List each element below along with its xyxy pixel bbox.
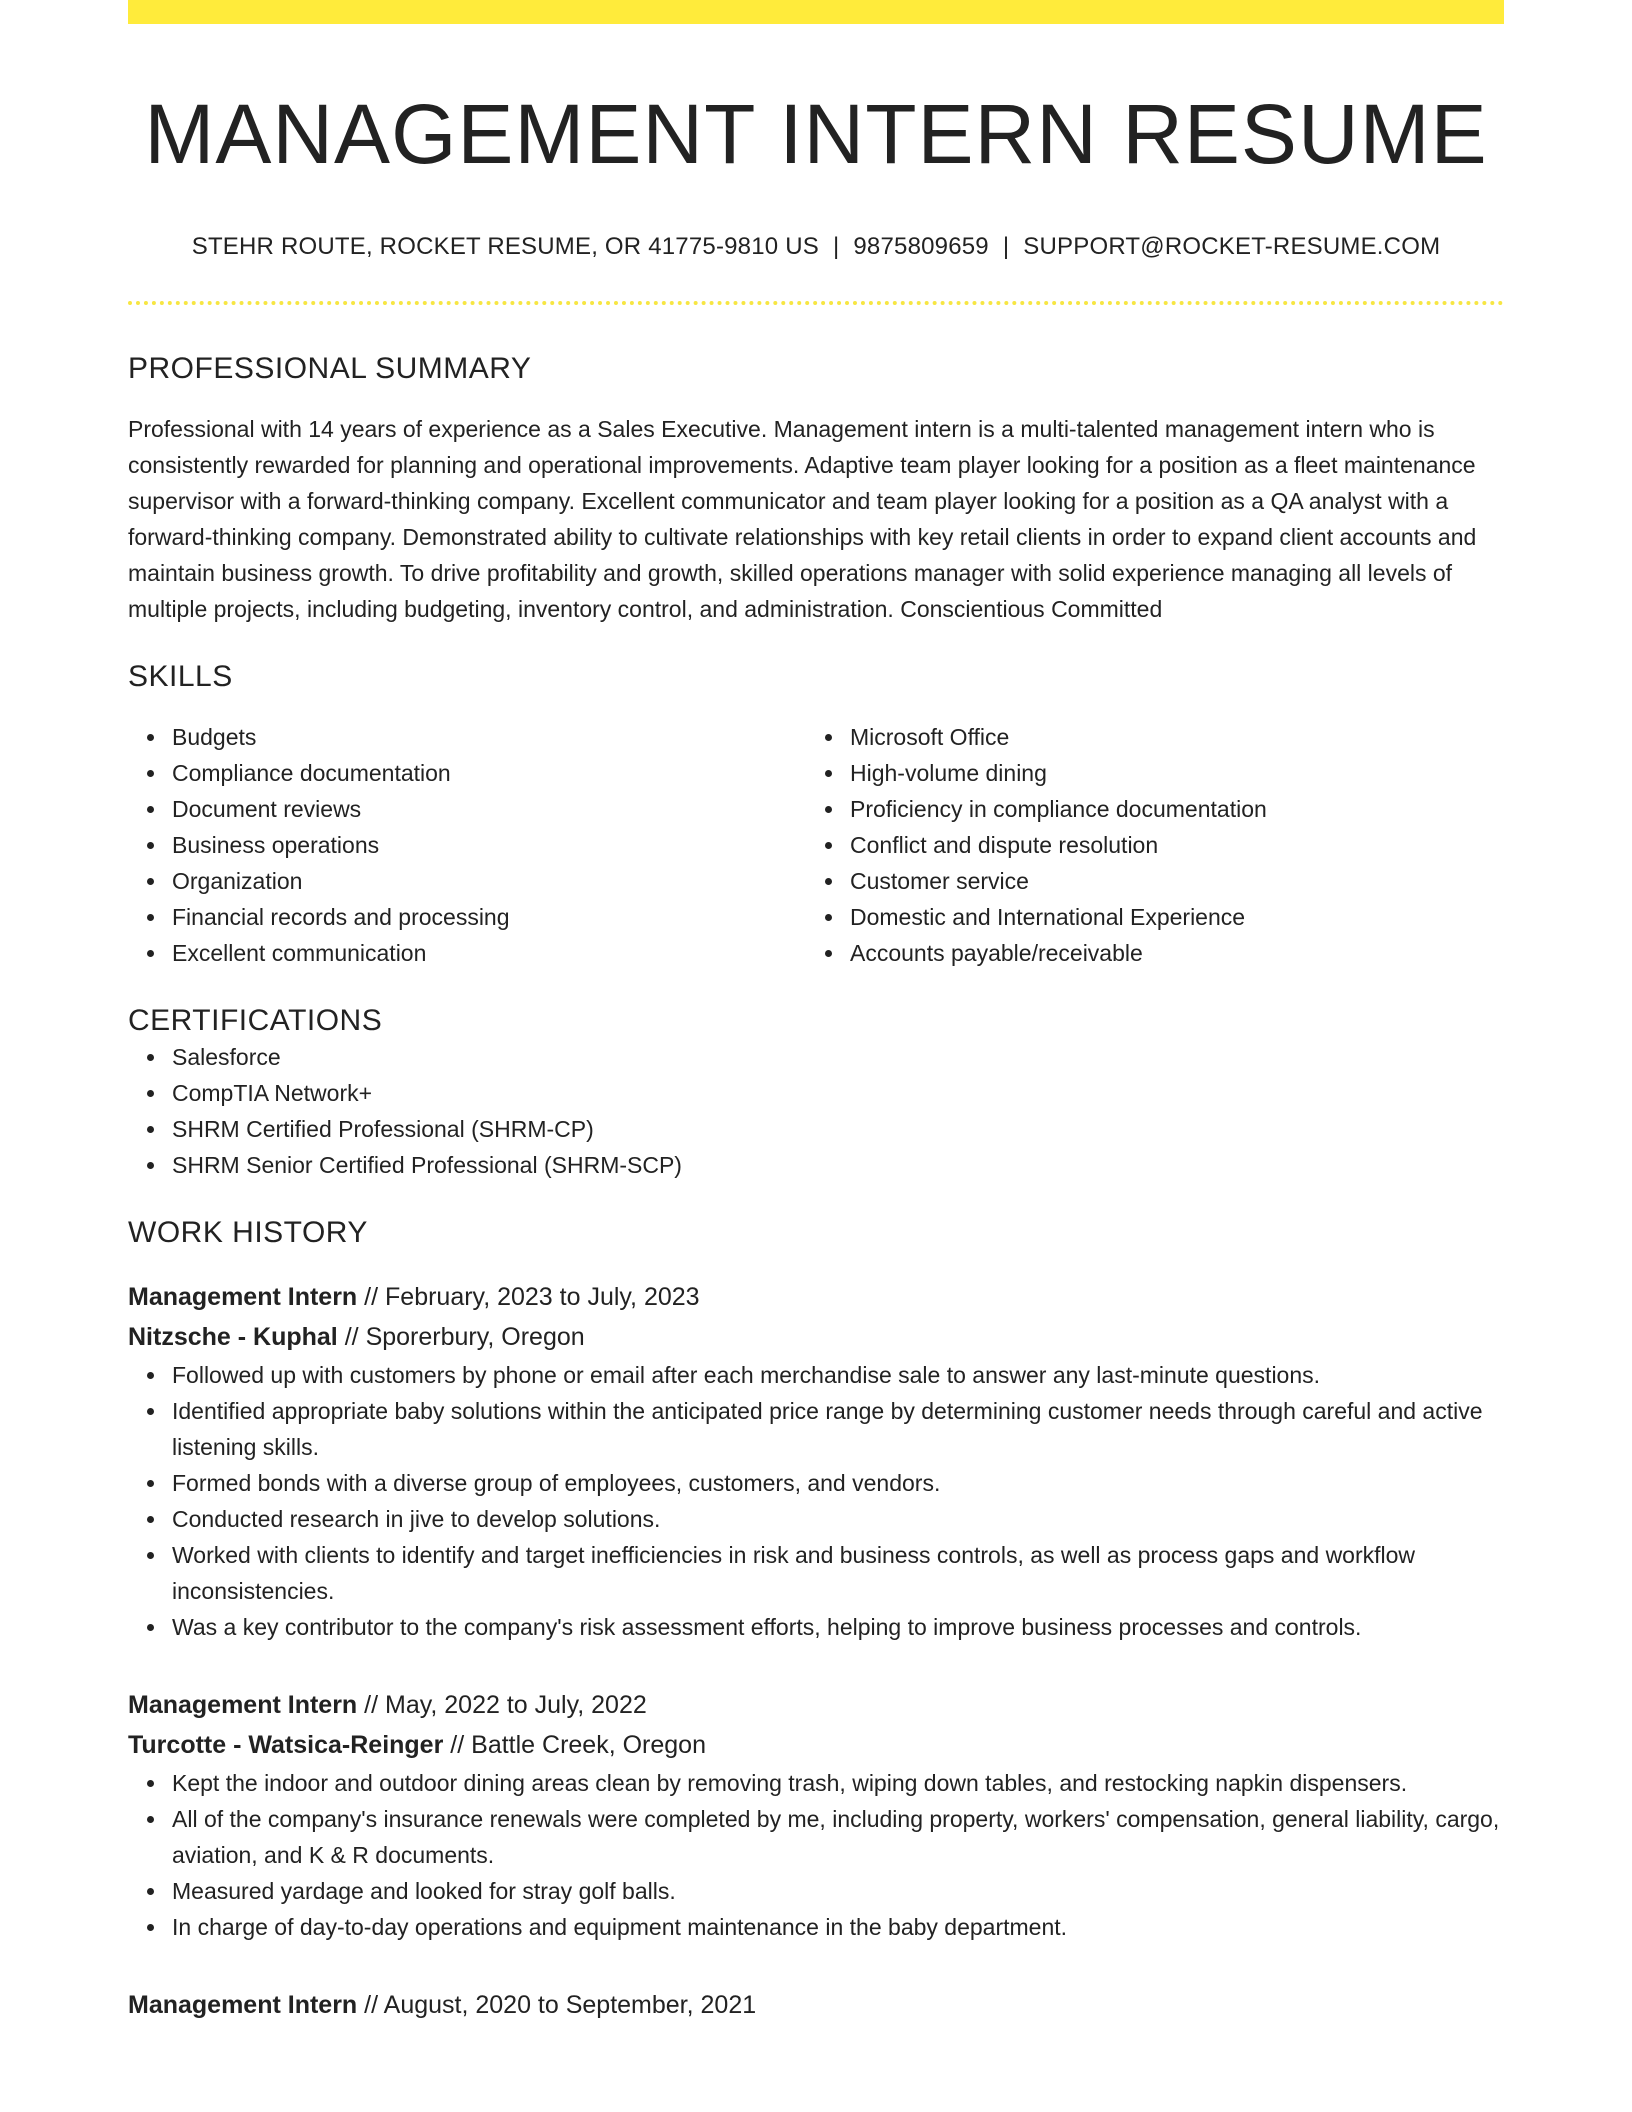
contact-phone: 9875809659 [853, 232, 989, 260]
skills-columns [128, 719, 1504, 971]
job-dates: May, 2022 to July, 2022 [385, 1690, 647, 1719]
contact-separator: | [832, 232, 840, 260]
skills-column-right [806, 719, 1484, 971]
job-company-line [128, 1725, 1504, 1765]
certification-item: SHRM Senior Certified Professional (SHRM-SCP) [172, 1147, 1504, 1183]
job-entry [128, 1685, 1504, 1945]
job-company: Turcotte - Watsica-Reinger [128, 1730, 444, 1759]
summary-heading: PROFESSIONAL SUMMARY [128, 351, 532, 385]
skill-item: Compliance documentation [172, 755, 806, 791]
skill-item: Domestic and International Experience [850, 899, 1484, 935]
certification-item: SHRM Certified Professional (SHRM-CP) [172, 1111, 1504, 1147]
resume-title: MANAGEMENT INTERN RESUME [144, 87, 1488, 181]
job-role-line [128, 1277, 1504, 1317]
job-duty: Conducted research in jive to develop solutions. [172, 1501, 1504, 1537]
job-company-line [128, 1317, 1504, 1357]
resume-page [128, 0, 1504, 2112]
job-duty: Kept the indoor and outdoor dining areas clean by removing trash, wiping down tables, and restocking napkin dispensers. [172, 1765, 1504, 1801]
top-accent-bar [128, 0, 1504, 24]
job-dates: August, 2020 to September, 2021 [383, 1990, 757, 2019]
job-duty: In charge of day-to-day operations and equipment maintenance in the baby department. [172, 1909, 1504, 1945]
job-separator: // [344, 1322, 359, 1351]
job-dates: February, 2023 to July, 2023 [385, 1282, 700, 1311]
job-duty: Worked with clients to identify and target inefficiencies in risk and business controls, as well as process gaps and workflow inconsistencies. [172, 1537, 1504, 1609]
certification-item: CompTIA Network+ [172, 1075, 1504, 1111]
certifications-heading: CERTIFICATIONS [128, 1003, 383, 1037]
job-role-line [128, 1685, 1504, 1725]
job-role: Management Intern [128, 1282, 358, 1311]
job-company: Nitzsche - Kuphal [128, 1322, 338, 1351]
skill-item: Financial records and processing [172, 899, 806, 935]
job-separator: // [364, 1282, 379, 1311]
job-duties-list [128, 1357, 1504, 1645]
skill-item: Budgets [172, 719, 806, 755]
contact-email: SUPPORT@ROCKET-RESUME.COM [1023, 232, 1441, 260]
skills-list-left [128, 719, 806, 971]
skills-column-left [128, 719, 806, 971]
skills-heading: SKILLS [128, 659, 233, 693]
job-duty: Followed up with customers by phone or email after each merchandise sale to answer any last-minute questions. [172, 1357, 1504, 1393]
contact-line [128, 233, 1504, 261]
contact-separator: | [1002, 232, 1010, 260]
job-location: Battle Creek, Oregon [471, 1730, 706, 1759]
skill-item: Document reviews [172, 791, 806, 827]
job-duty: Measured yardage and looked for stray golf balls. [172, 1873, 1504, 1909]
job-separator: // [450, 1730, 465, 1759]
contact-address: STEHR ROUTE, ROCKET RESUME, OR 41775-9810 US [191, 232, 819, 260]
job-duty: Formed bonds with a diverse group of employees, customers, and vendors. [172, 1465, 1504, 1501]
job-duties-list [128, 1765, 1504, 1945]
skill-item: Excellent communication [172, 935, 806, 971]
job-entry [128, 1985, 1504, 2025]
work-history-heading: WORK HISTORY [128, 1215, 368, 1249]
job-location: Sporerbury, Oregon [365, 1322, 585, 1351]
skill-item: Business operations [172, 827, 806, 863]
certification-item: Salesforce [172, 1039, 1504, 1075]
job-role-line [128, 1985, 1504, 2025]
skill-item: Accounts payable/receivable [850, 935, 1484, 971]
job-separator: // [364, 1690, 379, 1719]
header-divider [128, 301, 1504, 305]
summary-text: Professional with 14 years of experience as a Sales Executive. Management intern is a multi-talented management intern who is consistently rewarded for planning and operational improvements. Adaptive team player looking for a position as a fleet maintenance supervisor with a forward-thinking company. Excellent communicator and team player looking for a position as a QA analyst with a forward-thinking company. Demonstrated ability to cultivate relationships with key retail clients in order to expand client accounts and maintain business growth. To drive profitability and growth, skilled operations manager with solid experience managing all levels of multiple projects, including budgeting, inventory control, and administration. Conscientious Committed [128, 415, 1477, 622]
job-duty: Was a key contributor to the company's risk assessment efforts, helping to improve business processes and controls. [172, 1609, 1504, 1645]
job-role: Management Intern [128, 1990, 358, 2019]
job-entry [128, 1277, 1504, 1645]
certifications-list [128, 1039, 1504, 1183]
job-separator: // [364, 1990, 379, 2019]
job-role: Management Intern [128, 1690, 358, 1719]
job-duty: All of the company's insurance renewals were completed by me, including property, workers' compensation, general liability, cargo, aviation, and K & R documents. [172, 1801, 1504, 1873]
skill-item: Microsoft Office [850, 719, 1484, 755]
skills-list-right [806, 719, 1484, 971]
skill-item: Customer service [850, 863, 1484, 899]
skill-item: Proficiency in compliance documentation [850, 791, 1484, 827]
skill-item: High-volume dining [850, 755, 1484, 791]
skill-item: Conflict and dispute resolution [850, 827, 1484, 863]
job-duty: Identified appropriate baby solutions within the anticipated price range by determining customer needs through careful and active listening skills. [172, 1393, 1504, 1465]
skill-item: Organization [172, 863, 806, 899]
